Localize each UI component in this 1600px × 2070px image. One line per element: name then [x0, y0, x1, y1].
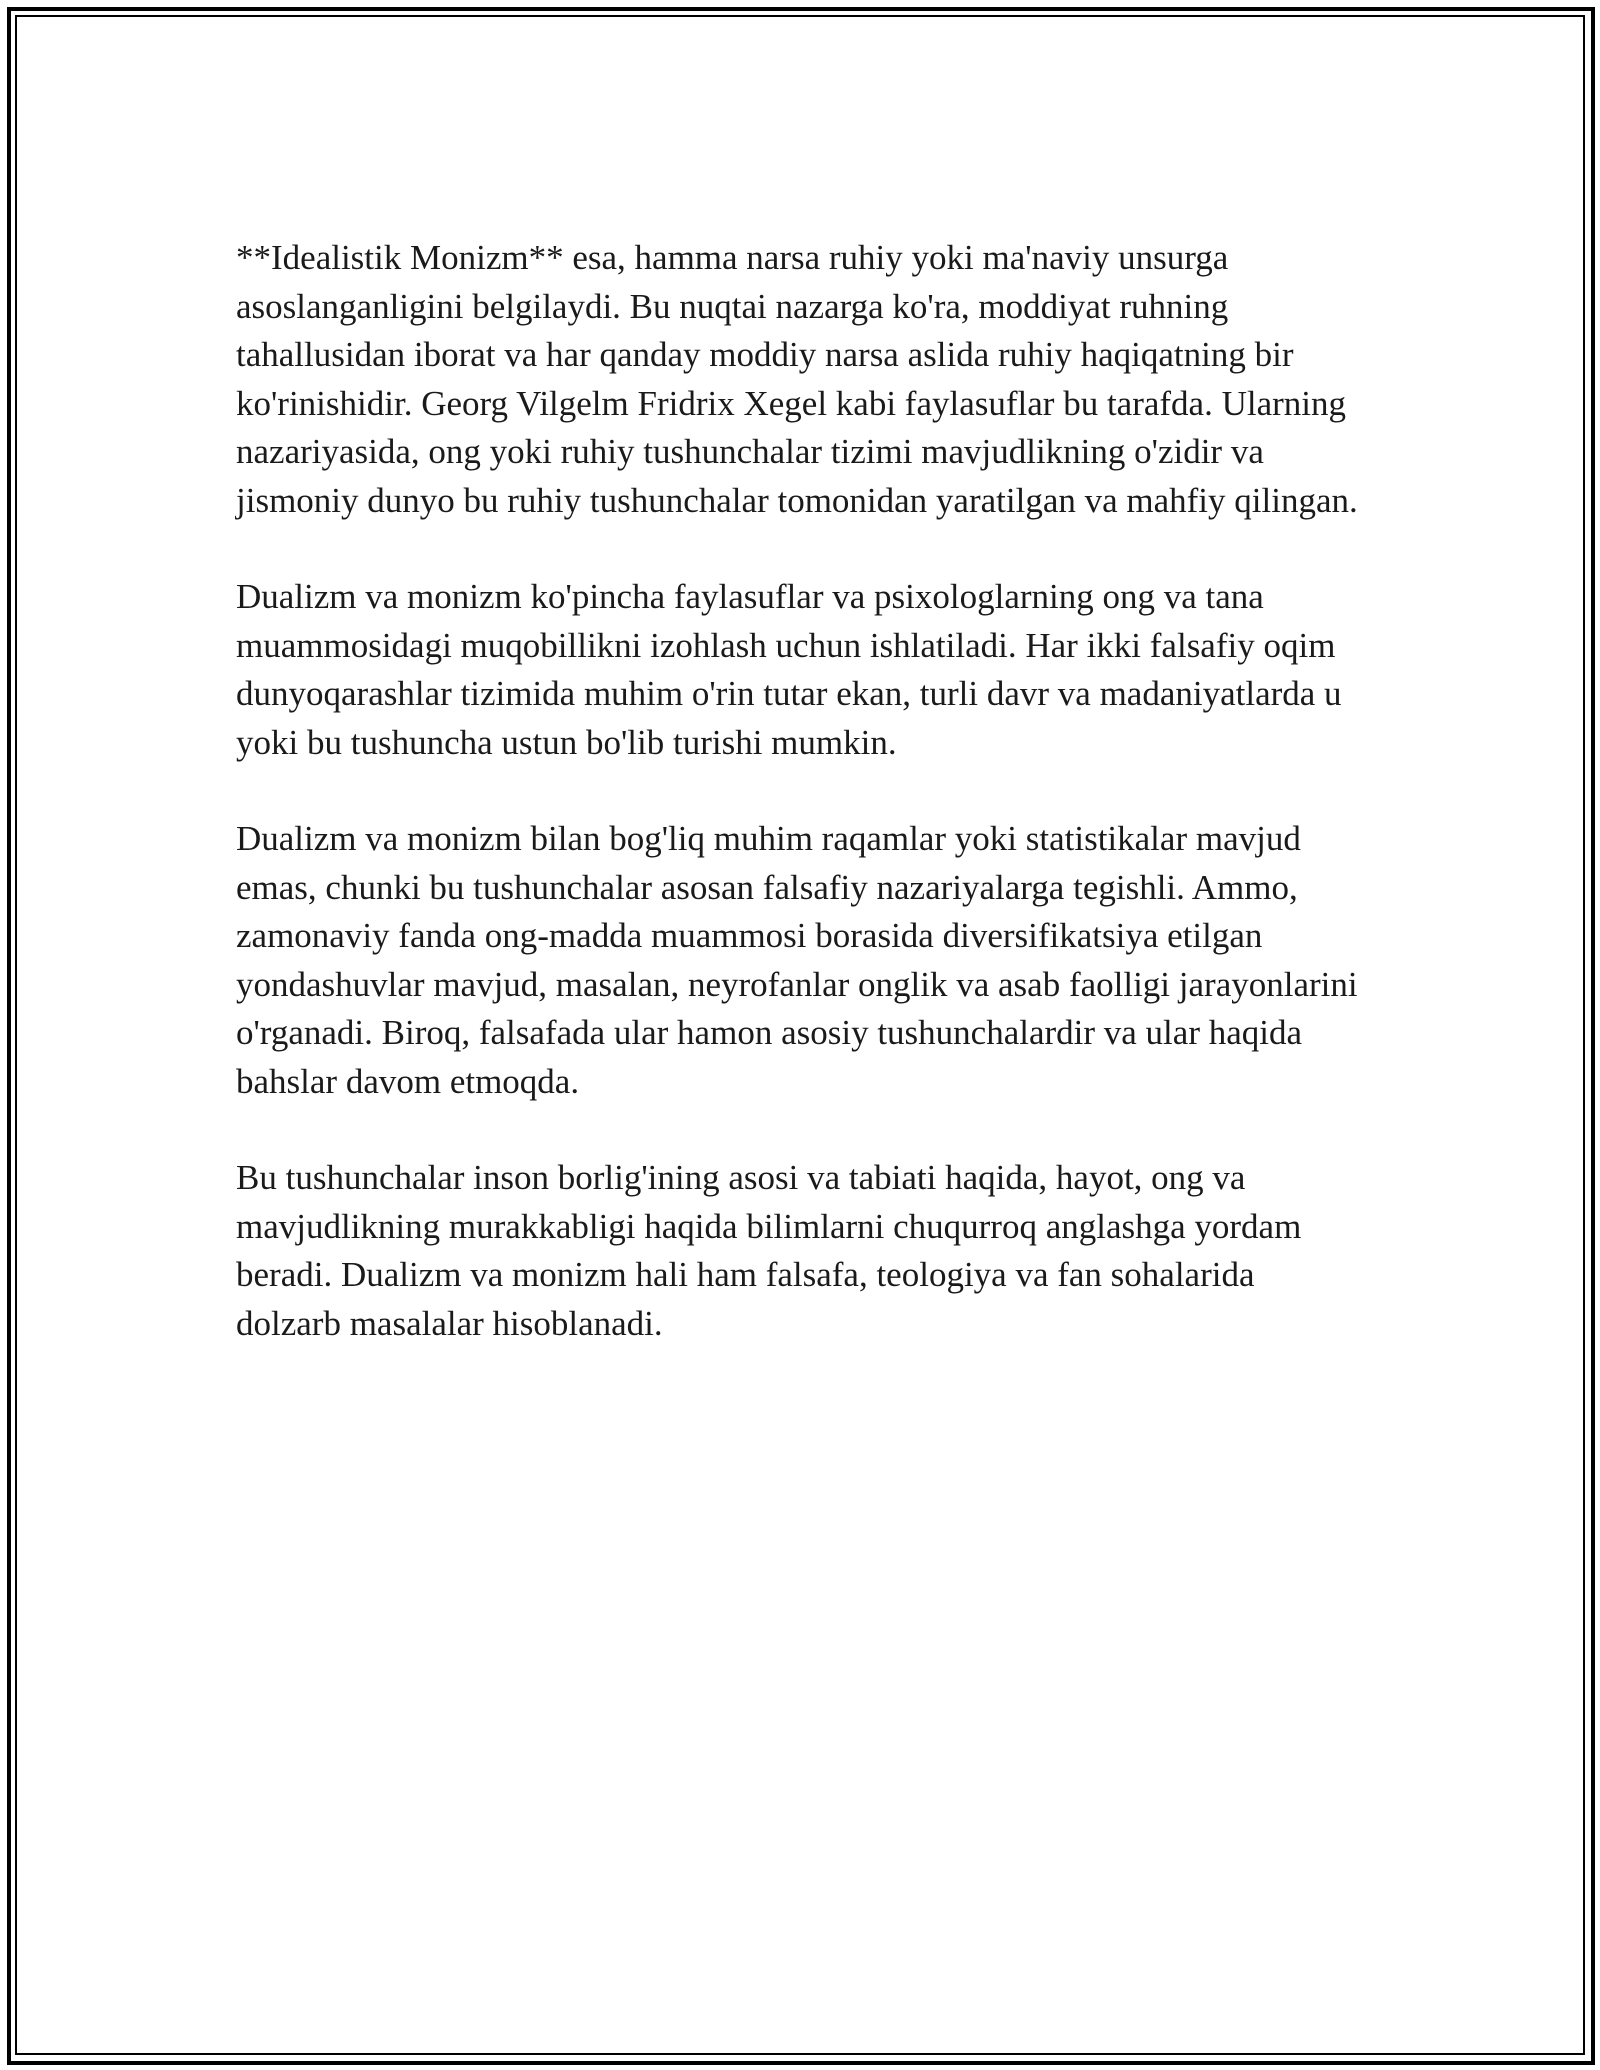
- paragraph-dualism-monism-usage: Dualizm va monizm ko'pincha faylasuflar va psixologlarning ong va tana muammosidagi muqobillikni izohlash uchun ishlatiladi. Har ikki falsafiy oqim dunyoqarashlar tizimida muhim o'rin tutar ekan, turli davr va madaniyatlarda u yoki bu tushuncha ustun bo'lib turishi mumkin.: [236, 577, 1342, 762]
- paragraph-conclusion: Bu tushunchalar inson borlig'ining asosi va tabiati haqida, hayot, ong va mavjudlikning murakkabligi haqida bilimlarni chuqurroq anglashga yordam beradi. Dualizm va monizm hali ham falsafa, teologiya va fan sohalarida dolzarb masalalar hisoblanadi.: [236, 1158, 1302, 1343]
- paragraph-statistics: Dualizm va monizm bilan bog'liq muhim raqamlar yoki statistikalar mavjud emas, chunki bu tushunchalar asosan falsafiy nazariyalarga tegishli. Ammo, zamonaviy fanda ong-madda muammosi borasida diversifikatsiya etilgan yondashuvlar mavjud, masalan, neyrofanlar onglik va asab faolligi jarayonlarini o'rganadi. Biroq, falsafada ular hamon asosiy tushunchalardir va ular haqida bahslar davom etmoqda.: [236, 819, 1358, 1101]
- paragraph-idealistic-monism: **Idealistik Monizm** esa, hamma narsa ruhiy yoki ma'naviy unsurga asoslanganligini belgilaydi. Bu nuqtai nazarga ko'ra, moddiyat ruhning tahallusidan iborat va har qanday moddiy narsa aslida ruhiy haqiqatning bir ko'rinishidir. Georg Vilgelm Fridrix Xegel kabi faylasuflar bu tarafda. Ularning nazariyasida, ong yoki ruhiy tushunchalar tizimi mavjudlikning o'zidir va jismoniy dunyo bu ruhiy tushunchalar tomonidan yaratilgan va mahfiy qilingan.: [236, 238, 1358, 520]
- document-body: [236, 234, 1366, 1396]
